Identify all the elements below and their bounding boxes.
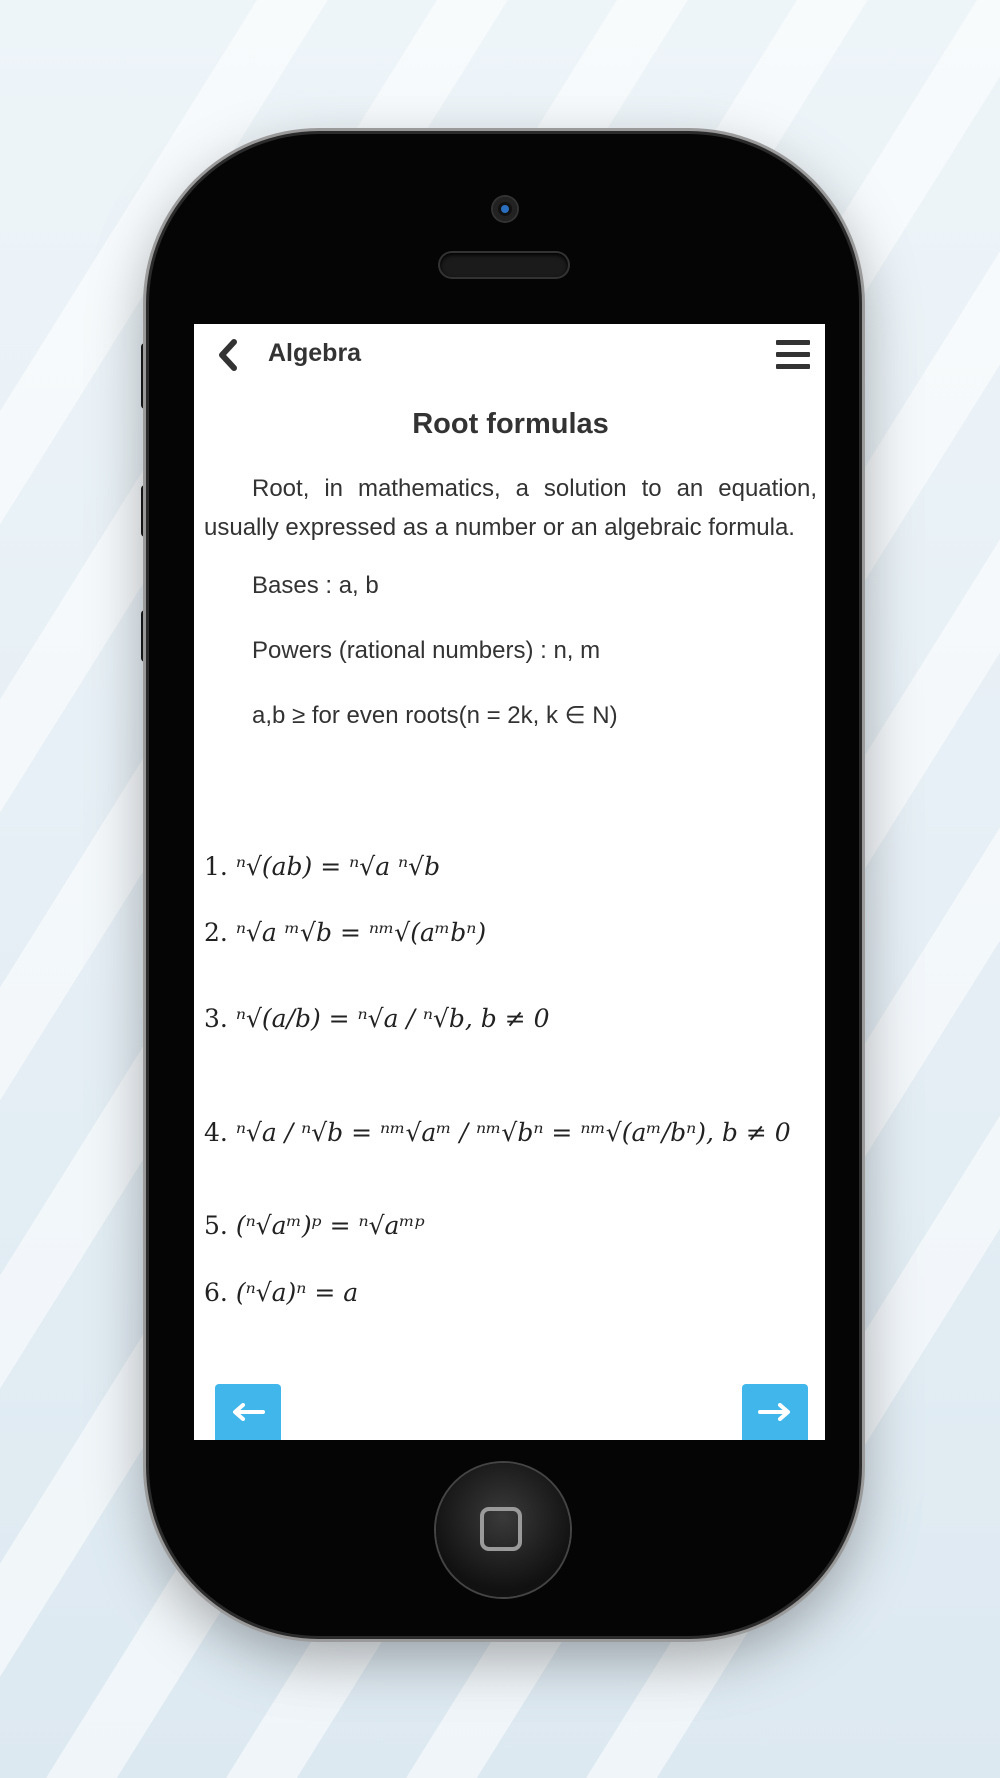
formula-3: 3. ⁿ√(a/b) = ⁿ√a / ⁿ√b, b ≠ 0 xyxy=(204,1004,550,1033)
formula-2: 2. ⁿ√a ᵐ√b = ⁿᵐ√(aᵐbⁿ) xyxy=(204,918,487,947)
app-screen xyxy=(194,324,825,1440)
content-area[interactable] xyxy=(204,386,817,1386)
arrow-left-icon xyxy=(231,1403,265,1421)
next-button[interactable] xyxy=(742,1384,808,1440)
page-title: Root formulas xyxy=(412,408,609,440)
arrow-right-icon xyxy=(758,1403,792,1421)
param-bases: Bases : a, b xyxy=(252,572,379,599)
chevron-left-icon[interactable] xyxy=(214,338,244,372)
intro-text: Root, in mathematics, a solution to an equation, usually expressed as a number or an algebraic formula. xyxy=(204,475,817,541)
app-title: Algebra xyxy=(268,339,362,367)
prev-button[interactable] xyxy=(215,1384,281,1440)
formula-1: 1. ⁿ√(ab) = ⁿ√a ⁿ√b xyxy=(204,852,441,881)
formula-6: 6. (ⁿ√a)ⁿ = a xyxy=(204,1278,359,1307)
formula-5: 5. (ⁿ√aᵐ)ᵖ = ⁿ√aᵐᵖ xyxy=(204,1211,425,1240)
hamburger-menu-icon[interactable] xyxy=(776,340,810,370)
formula-4: 4. ⁿ√a / ⁿ√b = ⁿᵐ√aᵐ / ⁿᵐ√bⁿ = ⁿᵐ√(aᵐ/bⁿ), b ≠ 0 xyxy=(204,1118,791,1147)
app-bar xyxy=(194,324,825,386)
home-button[interactable] xyxy=(436,1463,570,1597)
param-powers: Powers (rational numbers) : n, m xyxy=(252,637,601,664)
front-camera xyxy=(493,197,517,221)
param-constraint: a,b ≥ for even roots(n = 2k, k ∈ N) xyxy=(252,702,618,729)
earpiece-speaker xyxy=(440,253,568,277)
home-square-icon xyxy=(480,1507,522,1551)
